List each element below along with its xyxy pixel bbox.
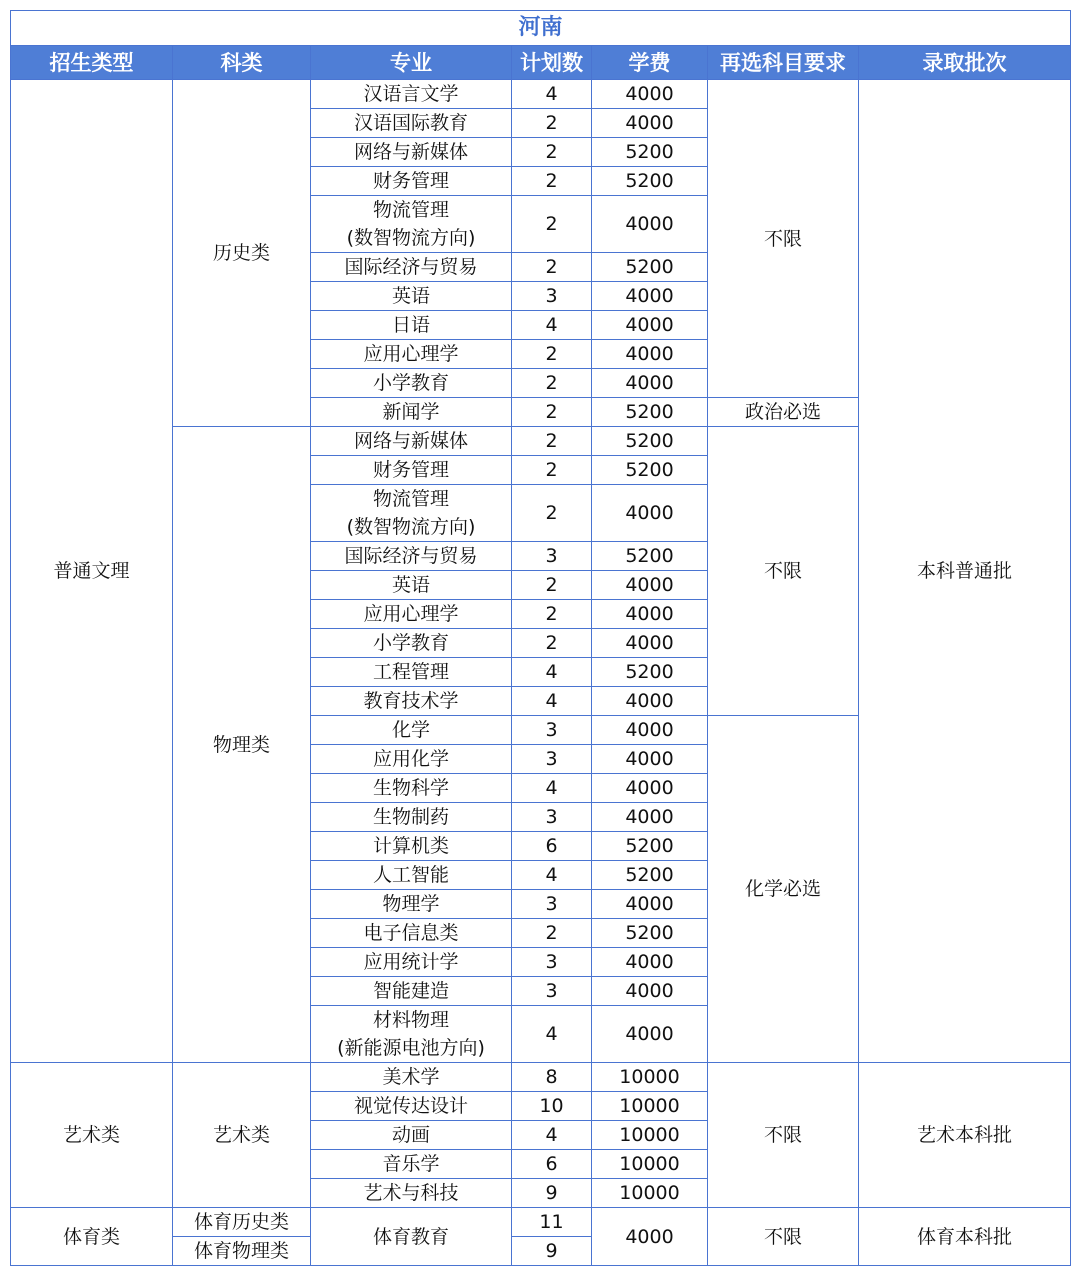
header-major: 专业 [311, 46, 512, 80]
major-name: 汉语国际教育 [353, 112, 468, 134]
tuition: 10000 [592, 1121, 708, 1150]
major-name: 化学 [391, 719, 430, 741]
tuition: 4000 [592, 629, 708, 658]
major-name: 应用化学 [372, 748, 449, 770]
major-cell [311, 745, 512, 774]
plan-count: 2 [512, 138, 592, 167]
plan-count: 2 [512, 109, 592, 138]
plan-count: 3 [512, 542, 592, 571]
tuition: 5200 [592, 427, 708, 456]
major-name: 汉语言文学 [363, 83, 459, 105]
plan-count: 10 [512, 1092, 592, 1121]
plan-count: 2 [512, 600, 592, 629]
plan-count: 9 [512, 1179, 592, 1208]
plan-count: 3 [512, 745, 592, 774]
tuition: 4000 [592, 745, 708, 774]
tuition: 10000 [592, 1063, 708, 1092]
major-name: 日语 [391, 314, 430, 336]
requirement-none: 不限 [708, 1063, 859, 1208]
major-direction: (数智物流方向) [346, 516, 476, 538]
tuition: 4000 [592, 340, 708, 369]
tuition: 4000 [592, 109, 708, 138]
plan-count: 11 [512, 1208, 592, 1237]
plan-count: 8 [512, 1063, 592, 1092]
tuition: 5200 [592, 398, 708, 427]
plan-count: 4 [512, 80, 592, 109]
major-name: 音乐学 [382, 1153, 440, 1175]
admission-plan-table [10, 10, 1071, 1266]
requirement-none: 不限 [708, 80, 859, 398]
tuition: 4000 [592, 774, 708, 803]
plan-count: 2 [512, 398, 592, 427]
admission-type-sport: 体育类 [11, 1208, 173, 1266]
requirement-politics: 政治必选 [708, 398, 859, 427]
major-name: 电子信息类 [363, 922, 459, 944]
major-cell [311, 311, 512, 340]
plan-count: 3 [512, 282, 592, 311]
table-row [11, 80, 1071, 109]
major-name: 新闻学 [382, 401, 440, 423]
major-name: 动画 [391, 1124, 430, 1146]
header-elective-requirement: 再选科目要求 [708, 46, 859, 80]
plan-count: 3 [512, 890, 592, 919]
major-cell [311, 1121, 512, 1150]
plan-count: 2 [512, 919, 592, 948]
plan-count: 9 [512, 1237, 592, 1266]
category-physics: 物理类 [173, 427, 311, 1063]
tuition: 5200 [592, 456, 708, 485]
category-history: 历史类 [173, 80, 311, 427]
plan-count: 2 [512, 456, 592, 485]
major-cell [311, 716, 512, 745]
major-cell [311, 542, 512, 571]
major-cell [311, 109, 512, 138]
tuition: 4000 [592, 282, 708, 311]
plan-count: 6 [512, 1150, 592, 1179]
plan-count: 2 [512, 485, 592, 542]
tuition: 5200 [592, 138, 708, 167]
plan-count: 2 [512, 629, 592, 658]
tuition: 4000 [592, 948, 708, 977]
major-cell [311, 398, 512, 427]
major-cell [311, 890, 512, 919]
major-cell [311, 803, 512, 832]
major-cell [311, 80, 512, 109]
major-cell [311, 485, 512, 542]
major-cell [311, 456, 512, 485]
category-art: 艺术类 [173, 1063, 311, 1208]
tuition: 10000 [592, 1150, 708, 1179]
major-name: 工程管理 [372, 661, 449, 683]
header-row [11, 46, 1071, 80]
requirement-none: 不限 [708, 427, 859, 716]
table-row [11, 1063, 1071, 1092]
tuition: 5200 [592, 861, 708, 890]
batch-regular: 本科普通批 [859, 80, 1071, 1063]
major-name: 国际经济与贸易 [344, 545, 478, 567]
major-cell: 体育教育 [311, 1208, 512, 1266]
tuition: 10000 [592, 1092, 708, 1121]
batch-art: 艺术本科批 [859, 1063, 1071, 1208]
plan-count: 3 [512, 948, 592, 977]
major-cell [311, 832, 512, 861]
major-cell [311, 861, 512, 890]
tuition: 4000 [592, 803, 708, 832]
plan-count: 4 [512, 1006, 592, 1063]
tuition: 4000 [592, 716, 708, 745]
major-cell [311, 167, 512, 196]
admission-type-art: 艺术类 [11, 1063, 173, 1208]
major-cell [311, 977, 512, 1006]
major-cell [311, 571, 512, 600]
batch-sport: 体育本科批 [859, 1208, 1071, 1266]
major-name: 艺术与科技 [363, 1182, 459, 1204]
major-name: 应用心理学 [363, 343, 459, 365]
major-name: 英语 [391, 285, 430, 307]
plan-count: 2 [512, 253, 592, 282]
plan-count: 4 [512, 861, 592, 890]
major-cell [311, 658, 512, 687]
category-sport-history: 体育历史类 [173, 1208, 311, 1237]
header-subject-category: 科类 [173, 46, 311, 80]
major-name: 网络与新媒体 [353, 430, 468, 452]
major-name: 小学教育 [372, 372, 449, 394]
plan-count: 4 [512, 774, 592, 803]
tuition: 4000 [592, 977, 708, 1006]
major-cell [311, 196, 512, 253]
major-cell [311, 1063, 512, 1092]
major-cell [311, 340, 512, 369]
major-direction: (新能源电池方向) [337, 1037, 485, 1059]
requirement-none: 不限 [708, 1208, 859, 1266]
tuition: 4000 [592, 600, 708, 629]
tuition: 4000 [592, 485, 708, 542]
table-title: 河南 [11, 11, 1071, 46]
major-name: 财务管理 [372, 459, 449, 481]
tuition: 5200 [592, 167, 708, 196]
plan-count: 3 [512, 803, 592, 832]
major-name: 物理学 [382, 893, 440, 915]
major-cell [311, 282, 512, 311]
major-name: 生物科学 [372, 777, 449, 799]
tuition: 4000 [592, 1208, 708, 1266]
plan-count: 4 [512, 1121, 592, 1150]
requirement-chemistry: 化学必选 [708, 716, 859, 1063]
major-name: 视觉传达设计 [353, 1095, 468, 1117]
major-name: 美术学 [382, 1066, 440, 1088]
major-name: 物流管理 [372, 488, 449, 510]
major-cell [311, 427, 512, 456]
tuition: 5200 [592, 542, 708, 571]
plan-count: 4 [512, 687, 592, 716]
category-sport-physics: 体育物理类 [173, 1237, 311, 1266]
tuition: 5200 [592, 658, 708, 687]
tuition: 5200 [592, 919, 708, 948]
major-cell [311, 948, 512, 977]
tuition: 4000 [592, 196, 708, 253]
plan-count: 2 [512, 167, 592, 196]
title-row [11, 11, 1071, 46]
plan-count: 3 [512, 977, 592, 1006]
tuition: 4000 [592, 890, 708, 919]
major-cell [311, 687, 512, 716]
major-name: 小学教育 [372, 632, 449, 654]
admission-type-putong: 普通文理 [11, 80, 173, 1063]
table-row [11, 1208, 1071, 1237]
major-name: 财务管理 [372, 170, 449, 192]
plan-count: 3 [512, 716, 592, 745]
plan-count: 4 [512, 311, 592, 340]
tuition: 4000 [592, 80, 708, 109]
major-name: 生物制药 [372, 806, 449, 828]
plan-count: 2 [512, 427, 592, 456]
tuition: 4000 [592, 369, 708, 398]
major-cell [311, 600, 512, 629]
plan-count: 4 [512, 658, 592, 687]
major-cell [311, 369, 512, 398]
header-admission-batch: 录取批次 [859, 46, 1071, 80]
major-name: 网络与新媒体 [353, 141, 468, 163]
major-name: 物流管理 [372, 199, 449, 221]
major-name: 英语 [391, 574, 430, 596]
major-name: 智能建造 [372, 980, 449, 1002]
major-name: 国际经济与贸易 [344, 256, 478, 278]
major-cell [311, 774, 512, 803]
plan-count: 2 [512, 340, 592, 369]
major-cell [311, 138, 512, 167]
major-name: 应用统计学 [363, 951, 459, 973]
tuition: 4000 [592, 571, 708, 600]
major-name: 人工智能 [372, 864, 449, 886]
tuition: 4000 [592, 687, 708, 716]
tuition: 5200 [592, 832, 708, 861]
plan-count: 6 [512, 832, 592, 861]
major-cell [311, 1006, 512, 1063]
plan-count: 2 [512, 196, 592, 253]
tuition: 4000 [592, 311, 708, 340]
major-cell [311, 919, 512, 948]
header-tuition: 学费 [592, 46, 708, 80]
plan-count: 2 [512, 571, 592, 600]
major-name: 材料物理 [372, 1009, 449, 1031]
tuition: 4000 [592, 1006, 708, 1063]
major-name: 应用心理学 [363, 603, 459, 625]
major-name: 教育技术学 [363, 690, 459, 712]
header-plan-count: 计划数 [512, 46, 592, 80]
header-admission-type: 招生类型 [11, 46, 173, 80]
major-direction: (数智物流方向) [346, 227, 476, 249]
major-cell [311, 1150, 512, 1179]
major-cell [311, 1179, 512, 1208]
major-name: 计算机类 [372, 835, 449, 857]
major-cell [311, 629, 512, 658]
tuition: 5200 [592, 253, 708, 282]
major-cell [311, 253, 512, 282]
plan-count: 2 [512, 369, 592, 398]
major-cell [311, 1092, 512, 1121]
tuition: 10000 [592, 1179, 708, 1208]
